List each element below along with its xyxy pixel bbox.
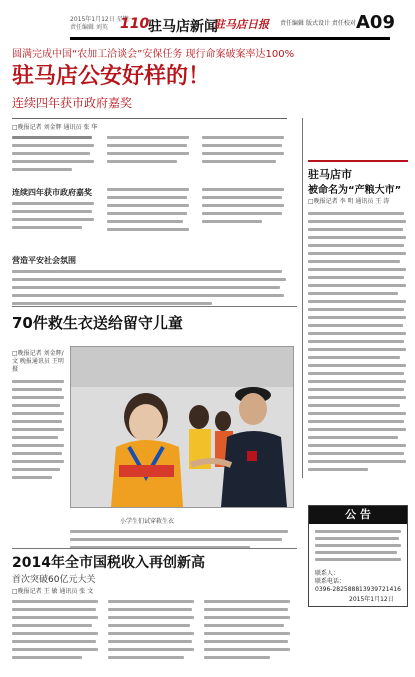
feature-byline: □晚报记者 刘金辉/文 晚报通讯员 王明 摄 bbox=[12, 350, 64, 373]
page-number: A09 bbox=[356, 12, 395, 33]
lead-body-2 bbox=[12, 270, 292, 310]
lead-byline: □晚报记者 刘金辉 通讯员 张 华 bbox=[12, 124, 98, 131]
notice-phone-label: 联系电话： bbox=[315, 578, 346, 585]
lead-subhead: 连续四年获市政府嘉奖 bbox=[12, 96, 133, 110]
masthead-rule bbox=[70, 37, 390, 40]
feature-body bbox=[12, 380, 66, 484]
section-title: 驻马店新闻 bbox=[148, 19, 218, 35]
section-heading-2: 营造平安社会氛围 bbox=[12, 256, 76, 265]
notice-phone-1: 0396-2825888 bbox=[315, 586, 360, 593]
date-line: 2015年1月12日 星期一 bbox=[70, 16, 135, 23]
side-top-rule bbox=[308, 160, 408, 162]
notice-box bbox=[308, 505, 408, 607]
lead-headline: 驻马店公安好样的！ bbox=[12, 64, 211, 89]
feature-photo bbox=[70, 346, 294, 508]
masthead-tabs bbox=[280, 20, 356, 28]
side-body bbox=[308, 212, 408, 476]
tab-proof: 责任校对 bbox=[331, 20, 356, 27]
notice-date: 2015年1月12日 bbox=[349, 596, 394, 603]
side-headline: 驻马店市 bbox=[308, 168, 352, 181]
notice-phone-2: 13939721416 bbox=[359, 586, 401, 593]
notice-title: 公 告 bbox=[309, 506, 407, 524]
lead-kicker: 圆满完成中国“农加工洽谈会”安保任务 现行命案破案率达100% bbox=[12, 49, 295, 60]
lead-body bbox=[12, 136, 287, 246]
tab-editor: 责任编辑 bbox=[280, 20, 305, 27]
side-byline: □晚报记者 李 明 通讯员 王 涛 bbox=[308, 198, 390, 205]
tab-design: 版式设计 bbox=[305, 20, 330, 27]
tax-headline: 2014年全市国税收入再创新高 bbox=[12, 555, 205, 571]
hotline-logo: 110 bbox=[120, 16, 150, 32]
feature-top-rule bbox=[12, 306, 297, 307]
tax-top-rule bbox=[12, 548, 297, 549]
notice-body bbox=[315, 530, 403, 565]
column-rule bbox=[302, 118, 303, 478]
section-heading-1: 连续四年获市政府嘉奖 bbox=[12, 188, 92, 197]
side-headline-2: 被命名为“产粮大市” bbox=[308, 185, 402, 196]
photo-illustration bbox=[71, 347, 293, 507]
lead-rule bbox=[12, 118, 287, 119]
editor-line: 责任编辑 刘英 bbox=[70, 24, 108, 31]
masthead bbox=[0, 6, 415, 40]
tax-byline: □晚报记者 王 敏 通讯员 张 文 bbox=[12, 588, 94, 595]
photo-caption: 小学生们试穿救生衣 bbox=[120, 518, 175, 525]
tax-subhead: 首次突破60亿元大关 bbox=[12, 575, 96, 585]
notice-contact-label: 联系人： bbox=[315, 570, 340, 577]
newspaper-name: 驻马店日报 bbox=[214, 18, 269, 31]
feature-headline: 70件救生衣送给留守儿童 bbox=[12, 314, 183, 332]
feature-body-2 bbox=[70, 530, 292, 554]
